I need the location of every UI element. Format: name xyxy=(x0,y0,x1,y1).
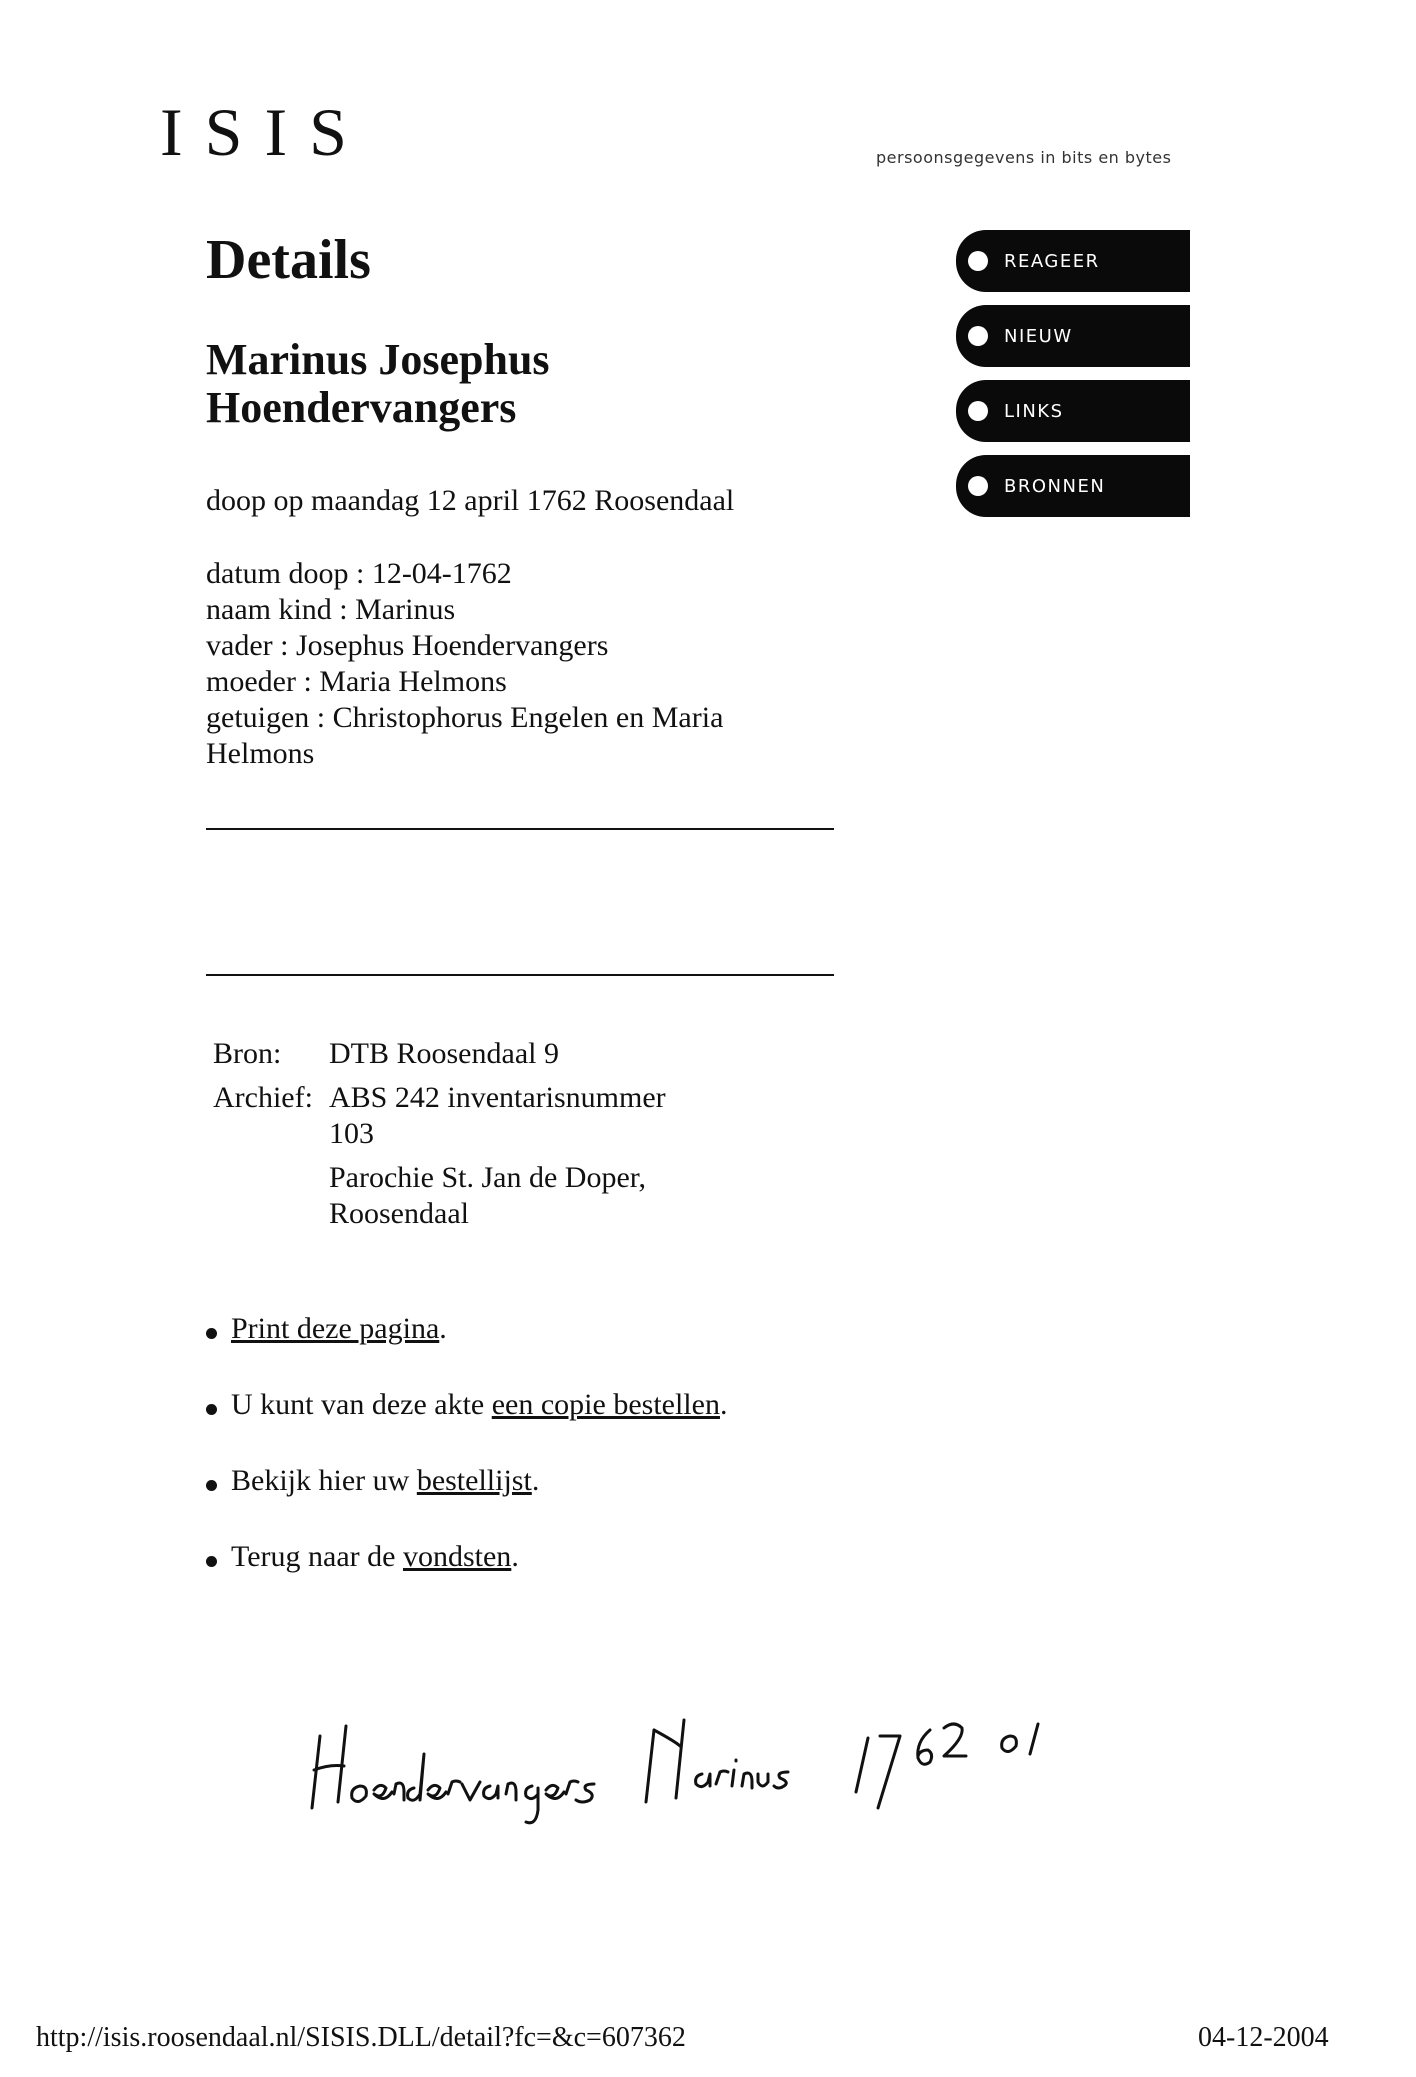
handwritten-year xyxy=(856,1724,966,1808)
detail-datum-doop: datum doop : 12-04-1762 xyxy=(206,557,512,590)
bullet-icon xyxy=(206,1404,217,1415)
back-to-results-link[interactable]: vondsten xyxy=(402,1540,512,1573)
bullet-icon xyxy=(968,476,988,496)
bullet-icon xyxy=(968,326,988,346)
handwritten-given-name xyxy=(646,1720,788,1802)
footer-url: http://isis.roosendaal.nl/SISIS.DLL/detail?fc=&c=607362 xyxy=(36,2022,686,2053)
order-copy-link[interactable]: een copie bestellen xyxy=(491,1388,720,1421)
record-summary: doop op maandag 12 april 1762 Roosendaal xyxy=(206,484,735,517)
bron-label: Bron: xyxy=(213,1037,282,1070)
person-name xyxy=(206,336,766,432)
action-item-back: Terug naar de vondsten. xyxy=(206,1540,727,1616)
archief-extra: Parochie St. Jan de Doper, Roosendaal xyxy=(329,1161,647,1230)
detail-vader: vader : Josephus Hoendervangers xyxy=(206,629,609,662)
site-logo: ISIS xyxy=(160,94,369,170)
bullet-icon xyxy=(968,401,988,421)
order-list-link[interactable]: bestellijst xyxy=(416,1464,532,1497)
person-name-line-1: Marinus Josephus xyxy=(206,335,550,384)
handwritten-annotation xyxy=(308,1690,1128,1840)
bron-value: DTB Roosendaal 9 xyxy=(329,1037,559,1070)
print-page-link[interactable]: Print deze pagina xyxy=(231,1312,440,1345)
bronnen-button[interactable]: BRONNEN xyxy=(956,455,1190,517)
bullet-icon xyxy=(206,1556,217,1567)
bullet-icon xyxy=(968,251,988,271)
links-button[interactable]: LINKS xyxy=(956,380,1190,442)
bullet-icon xyxy=(206,1328,217,1339)
nieuw-button[interactable]: NIEUW xyxy=(956,305,1190,367)
detail-getuigen: getuigen : Christophorus Engelen en Maria Helmons xyxy=(206,701,724,770)
handwritten-surname xyxy=(312,1726,594,1823)
page-title: Details xyxy=(206,229,371,291)
action-item-copy: U kunt van deze akte een copie bestellen. xyxy=(206,1388,727,1464)
action-item-orderlist: Bekijk hier uw bestellijst. xyxy=(206,1464,727,1540)
footer-date: 04-12-2004 xyxy=(1198,2022,1329,2053)
person-name-line-2: Hoendervangers xyxy=(206,383,517,432)
divider-top xyxy=(206,828,834,830)
reageer-button[interactable]: REAGEER xyxy=(956,230,1190,292)
archief-value: ABS 242 inventarisnummer 103 xyxy=(329,1081,666,1150)
side-navigation xyxy=(956,230,1190,530)
source-table xyxy=(213,1036,689,1232)
action-item-print: Print deze pagina. xyxy=(206,1312,727,1388)
site-tagline: persoonsgegevens in bits en bytes xyxy=(876,148,1172,167)
detail-moeder: moeder : Maria Helmons xyxy=(206,665,507,698)
detail-naam-kind: naam kind : Marinus xyxy=(206,593,456,626)
record-details xyxy=(206,556,826,772)
action-list xyxy=(206,1312,727,1616)
divider-bottom xyxy=(206,974,834,976)
handwritten-number xyxy=(1002,1724,1038,1754)
archief-label: Archief: xyxy=(213,1081,313,1114)
bullet-icon xyxy=(206,1480,217,1491)
